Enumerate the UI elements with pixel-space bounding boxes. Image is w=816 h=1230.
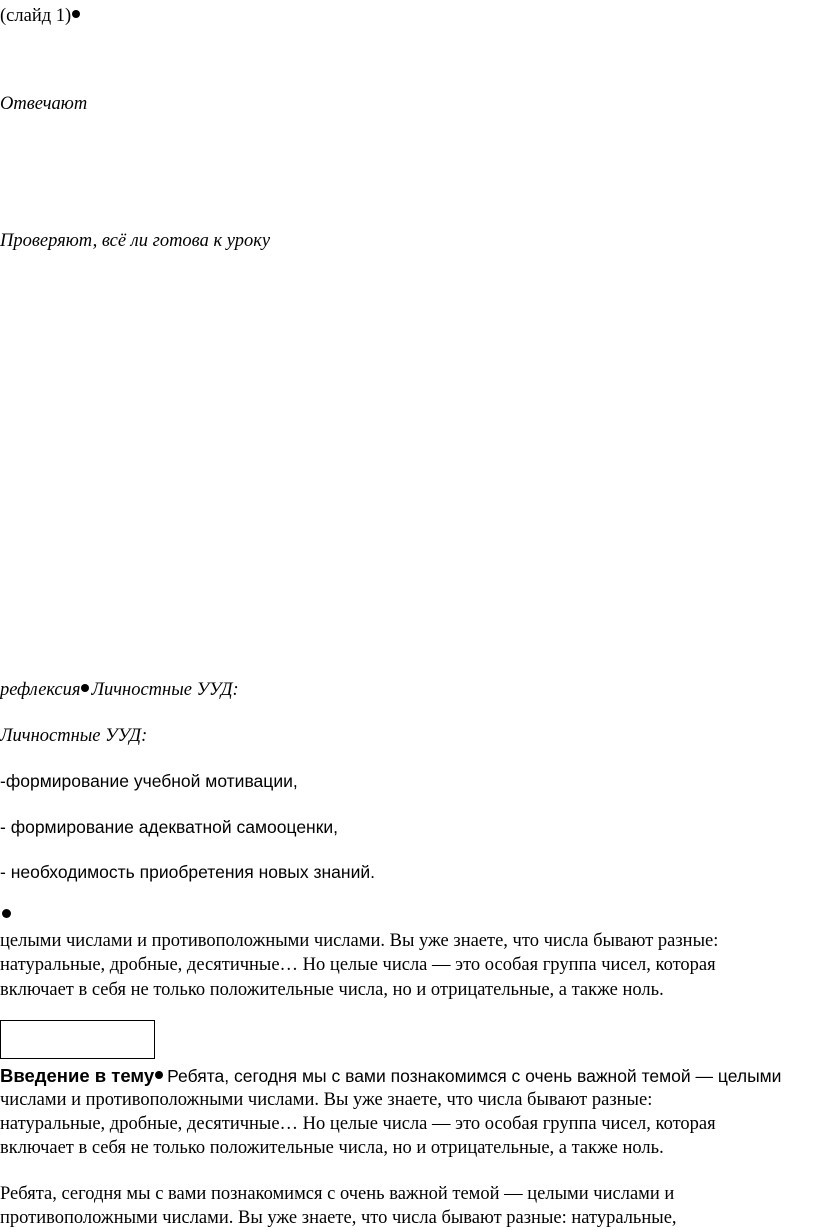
paragraph-a-line: натуральные, дробные, десятичные… Но целые числа — это особая группа чисел, которая <box>0 955 716 975</box>
answers-text: Отвечают <box>0 94 88 114</box>
bullet-icon <box>2 909 11 918</box>
reflection-label: рефлексия <box>0 680 81 700</box>
empty-text-box <box>0 1020 155 1059</box>
bullet-icon <box>155 1071 163 1079</box>
bullet-icon <box>81 684 89 692</box>
intro-first-line <box>0 1064 816 1089</box>
uud-item: - необходимость приобретения новых знаний. <box>0 862 375 882</box>
intro-line: натуральные, дробные, десятичные… Но целые числа — это особая группа чисел, которая <box>0 1114 716 1134</box>
intro-line: числами и противоположными числами. Вы уже знаете, что числа бывают разные: <box>0 1090 653 1110</box>
reflection-line <box>0 678 239 702</box>
uud-inline-label: Личностные УУД: <box>91 680 239 700</box>
bullet-icon <box>72 10 80 18</box>
slide-label <box>0 4 80 28</box>
paragraph-b-line: противоположными числами. Вы уже знаете, что числа бывают разные: натуральные, <box>0 1208 677 1228</box>
slide-label-text: (слайд 1) <box>0 6 72 26</box>
uud-heading: Личностные УУД: <box>0 726 148 746</box>
intro-line: Ребята, сегодня мы с вами познакомимся с очень важной темой — целыми <box>167 1066 782 1086</box>
uud-item: -формирование учебной мотивации, <box>0 771 298 791</box>
paragraph-a-line: включает в себя не только положительные числа, но и отрицательные, а также ноль. <box>0 980 664 1000</box>
paragraph-a-line: целыми числами и противоположными числами. Вы уже знаете, что числа бывают разные: <box>0 931 719 951</box>
paragraph-b-line: Ребята, сегодня мы с вами познакомимся с очень важной темой — целыми числами и <box>0 1184 675 1204</box>
intro-line: включает в себя не только положительные числа, но и отрицательные, а также ноль. <box>0 1138 664 1158</box>
intro-title: Введение в тему <box>0 1065 155 1086</box>
uud-item: - формирование адекватной самооценки, <box>0 817 339 837</box>
check-readiness-text: Проверяют, всё ли готова к уроку <box>0 231 271 251</box>
